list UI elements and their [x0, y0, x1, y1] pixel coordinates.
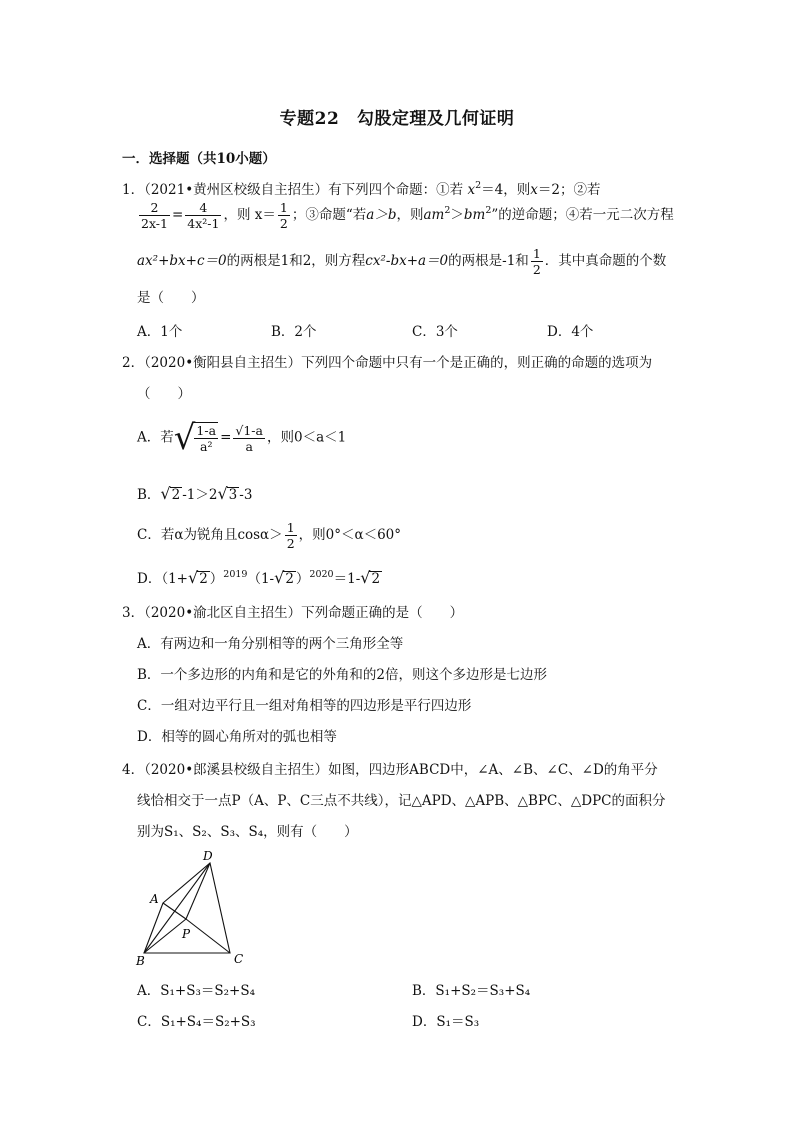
label-c: C	[234, 952, 244, 966]
radical-sign: √	[160, 484, 171, 503]
q1-text: ”的逆命题；④若一元二次方程	[491, 207, 674, 223]
q1-text: 的两根是-1和	[448, 253, 529, 269]
q2-option-d[interactable]: D．（1+√2 ）$^{2019}$（1-√2 ）$^{2020}$＝1-√2	[137, 568, 381, 587]
radical-sign: √	[173, 418, 196, 458]
q4-line-1: 4．（2020•郎溪县校级自主招生）如图，四边形ABCD中，∠A、∠B、∠C、∠D的角平分	[122, 762, 658, 778]
radical-sign: √	[187, 568, 199, 587]
q1-line-3	[137, 246, 666, 277]
q1-text: ＝4，则	[481, 182, 531, 198]
q2-text: -1＞2	[182, 487, 218, 503]
fraction: $\frac{1}{2}$	[279, 200, 288, 231]
radical-sign: √	[217, 484, 228, 503]
label-d: D	[203, 849, 213, 863]
q2-text: ，则0°＜α＜60°	[298, 527, 402, 543]
q4-option-b[interactable]: B．S₁+S₂＝S₃+S₄	[412, 983, 531, 999]
q1-text: 有下列四个命题：①若	[328, 182, 464, 198]
q3-option-d[interactable]: D．相等的圆心角所对的弧也相等	[137, 729, 337, 745]
q1-option-a[interactable]: A．1个	[137, 324, 183, 340]
fraction: $\frac{2}{2x-1}$	[141, 200, 168, 231]
q3-line-1: 3．（2020•渝北区自主招生）下列命题正确的是（ ）	[122, 605, 464, 621]
q1-number: 1．	[122, 182, 145, 198]
section-heading: 一．选择题（共10小题）	[122, 151, 276, 167]
q1-var: x	[467, 182, 476, 198]
exponent: 2020	[309, 569, 334, 580]
radical-sign: √	[274, 568, 285, 587]
diagonal-bd	[144, 863, 210, 953]
q1-text: x＝	[254, 207, 276, 223]
radical-sign: √	[360, 568, 371, 587]
q1-line-1: 1．（2021•黄州区校级自主招生）有下列四个命题：①若 $x^2=4$，则x＝2；②若	[122, 180, 601, 198]
q3-option-b[interactable]: B．一个多边形的内角和是它的外角和的2倍，则这个多边形是七边形	[137, 667, 548, 683]
q2-text: C．若α为锐角且cosα＞	[137, 527, 283, 543]
label-a: A	[150, 892, 159, 906]
q2-line-1: 2．（2020•衡阳县自主招生）下列四个命题中只有一个是正确的，则正确的命题的选项为	[122, 355, 653, 371]
q1-text: ；③命题“若	[291, 207, 367, 223]
radicand: 2	[285, 571, 294, 587]
fraction: $\frac{1-a}{\text{a²}}$	[196, 423, 217, 454]
q4-option-a[interactable]: A．S₁+S₃＝S₂+S₄	[137, 983, 256, 999]
q3-option-a[interactable]: A．有两边和一角分别相等的两个三角形全等	[137, 636, 404, 652]
q1-text: ．其中真命题的个数	[544, 253, 667, 269]
q1-text: ＝2；②若	[537, 182, 601, 198]
q1-text: 的两根是1和2，则方程	[226, 253, 366, 269]
q1-option-b[interactable]: B．2个	[271, 324, 317, 340]
fraction: $\frac{1}{2}$	[532, 246, 541, 277]
radicand: 2	[171, 487, 181, 503]
page-title: 专题22 勾股定理及几何证明	[279, 109, 515, 129]
q1-line-4: 是（ ）	[137, 290, 205, 306]
q3-option-c[interactable]: C．一组对边平行且一组对角相等的四边形是平行四边形	[137, 698, 472, 714]
label-p: P	[182, 927, 191, 941]
q4-line-3: 别为S₁、S₂、S₃、S₄，则有（ ）	[137, 824, 358, 840]
q2-text: D．（1+	[137, 571, 188, 587]
q2-text: B．	[137, 487, 161, 503]
q4-line-2: 线恰相交于一点P（A、P、C三点不共线），记△APD、△APB、△BPC、△DPC的面积分	[137, 793, 666, 809]
q1-text: ，则	[223, 207, 251, 223]
q2-text: A．若	[137, 429, 174, 446]
q1-option-d[interactable]: D．4个	[547, 324, 594, 340]
q2-option-a[interactable]: A．若√ $\frac{1-a}{\text{a²}}$ = $\frac{√1-a}{a}$ ，则0＜a＜1	[137, 418, 347, 458]
q2-text: ，则0＜a＜1	[266, 429, 347, 446]
q4-option-d[interactable]: D．S₁＝S₃	[412, 1014, 480, 1030]
q1-text: ，则	[396, 207, 424, 223]
q2-text: （1-	[247, 571, 275, 587]
q1-var: bm	[463, 207, 486, 223]
q1-option-c[interactable]: C．3个	[412, 324, 458, 340]
q4-option-c[interactable]: C．S₁+S₄＝S₂+S₃	[137, 1014, 256, 1030]
radicand: 2	[199, 571, 208, 587]
q2-line-2: （ ）	[137, 386, 191, 402]
q2-option-c[interactable]	[137, 520, 401, 551]
fraction: $\frac{4}{\text{4x²-1}}$	[187, 200, 220, 231]
radicand: 3	[228, 487, 238, 503]
label-b: B	[136, 954, 145, 968]
q1-var: x	[530, 182, 538, 198]
quadrilateral-diagram	[130, 845, 260, 970]
q1-var: am	[423, 207, 445, 223]
q1-equation: cx²-bx+a＝0	[365, 253, 449, 269]
q1-line-2: $\frac{2}{2x-1}$ = $\frac{4}{\text{4x²-1}}$ ，则 x＝ $\frac{1}{2}$ ；③命题“若a＞b，则$am^2>bm^2$”的逆命题；④若一元二次方程	[141, 200, 674, 231]
q1-equation: ax²+bx+c＝0	[137, 253, 227, 269]
q1-var: a＞b	[366, 207, 397, 223]
q2-text: -3	[239, 487, 253, 503]
q1-text: ＞	[450, 207, 464, 223]
q2-text: ＝1-	[333, 571, 361, 587]
radicand: 2	[371, 571, 381, 587]
fraction: $\frac{1}{2}$	[286, 520, 295, 551]
q1-source: （2021•黄州区校级自主招生）	[144, 182, 329, 198]
exponent: 2019	[223, 569, 248, 580]
q2-option-b[interactable]	[137, 485, 252, 504]
fraction: $\frac{√1-a}{a}$	[235, 422, 263, 454]
